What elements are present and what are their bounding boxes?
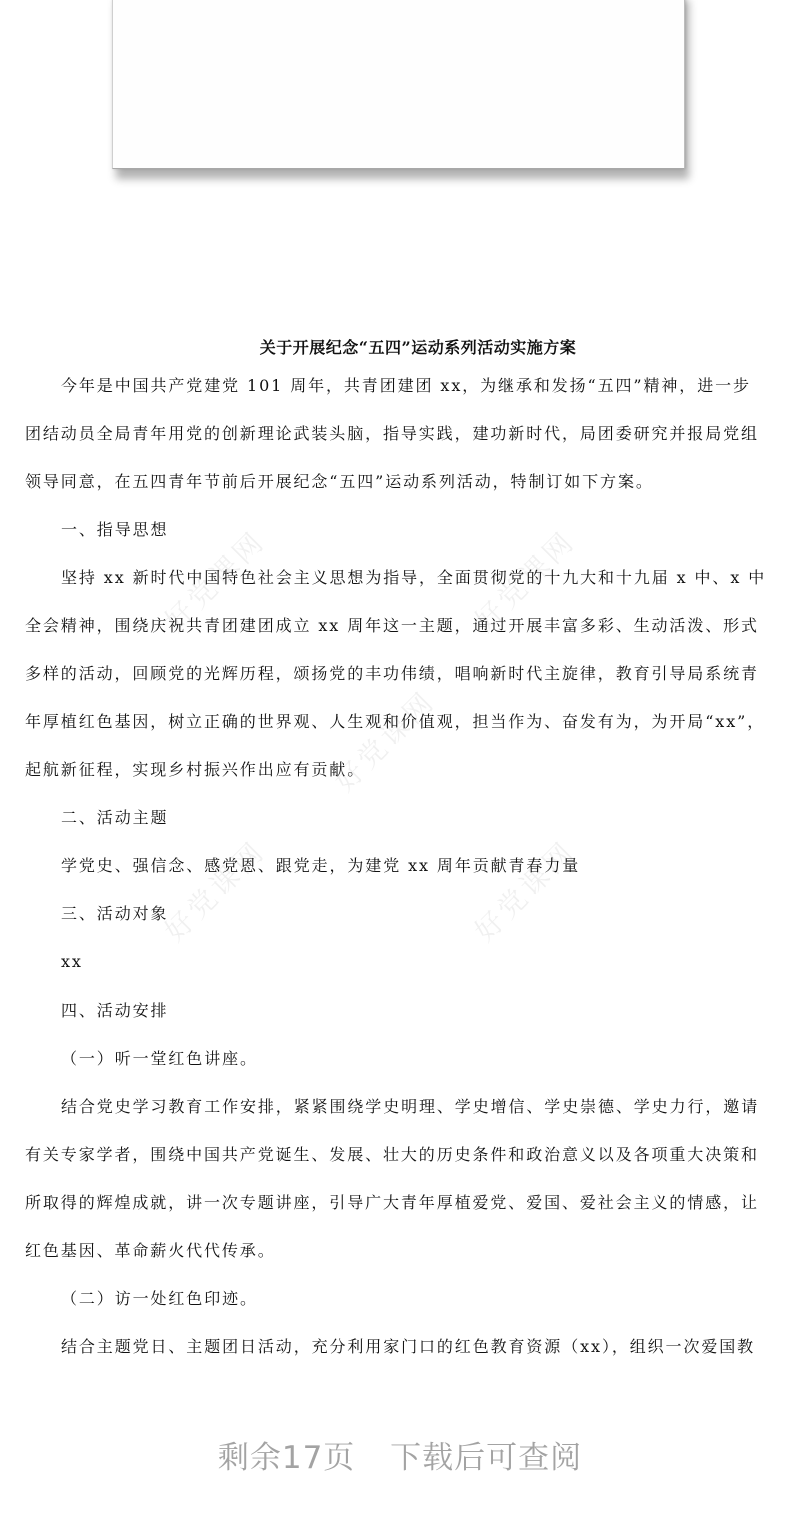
body-line: 二、活动主题	[61, 808, 169, 827]
document-title: 关于开展纪念“五四”运动系列活动实施方案	[259, 338, 577, 357]
body-line: 一、指导思想	[61, 520, 169, 539]
watermark: 好党课网	[158, 834, 272, 948]
watermark: 好党课网	[468, 834, 582, 948]
watermark: 好党课网	[158, 524, 272, 638]
body-line: 结合党史学习教育工作安排，紧紧围绕学史明理、学史增信、学史崇德、学史力行，邀请	[61, 1097, 760, 1116]
body-line: 坚持 xx 新时代中国特色社会主义思想为指导，全面贯彻党的十九大和十九届 x 中、x 中	[61, 568, 767, 587]
body-line: 今年是中国共产党建党 101 周年，共青团建团 xx，为继承和发扬“五四”精神，进一步	[61, 376, 751, 395]
watermark: 好党课网	[468, 524, 582, 638]
body-line: 全会精神，围绕庆祝共青团建团成立 xx 周年这一主题，通过开展丰富多彩、生动活泼、形式	[25, 616, 759, 635]
body-line: 有关专家学者，围绕中国共产党诞生、发展、壮大的历史条件和政治意义以及各项重大决策和	[25, 1145, 759, 1164]
body-line: 起航新征程，实现乡村振兴作出应有贡献。	[25, 760, 366, 779]
body-line: 团结动员全局青年用党的创新理论武装头脑，指导实践，建功新时代，局团委研究并报局党组	[25, 424, 759, 443]
watermark: 好党课网	[328, 684, 442, 798]
download-prompt[interactable]	[0, 1432, 800, 1477]
body-line: 领导同意，在五四青年节前后开展纪念“五四”运动系列活动，特制订如下方案。	[25, 472, 654, 491]
body-line: 结合主题党日、主题团日活动，充分利用家门口的红色教育资源（xx），组织一次爱国教	[61, 1337, 756, 1356]
body-line: 多样的活动，回顾党的光辉历程，颂扬党的丰功伟绩，唱响新时代主旋律，教育引导局系统青	[25, 664, 759, 683]
body-line: 三、活动对象	[61, 904, 169, 923]
body-line: 学党史、强信念、感党恩、跟党走，为建党 xx 周年贡献青春力量	[61, 856, 581, 875]
previous-page-preview	[112, 0, 685, 169]
body-line: （二）访一处红色印迹。	[61, 1289, 258, 1308]
download-hint-label: 下载后可查阅	[390, 1440, 583, 1476]
body-line: 年厚植红色基因，树立正确的世界观、人生观和价值观，担当作为、奋发有为，为开局“xx”，	[25, 712, 766, 731]
body-line: 红色基因、革命薪火代代传承。	[25, 1241, 276, 1260]
body-line: 四、活动安排	[61, 1001, 169, 1020]
body-line: （一）听一堂红色讲座。	[61, 1049, 258, 1068]
body-line: xx	[61, 952, 83, 971]
body-line: 所取得的辉煌成就，讲一次专题讲座，引导广大青年厚植爱党、爱国、爱社会主义的情感，让	[25, 1193, 759, 1212]
remaining-pages-label: 剩余17页	[217, 1440, 356, 1476]
